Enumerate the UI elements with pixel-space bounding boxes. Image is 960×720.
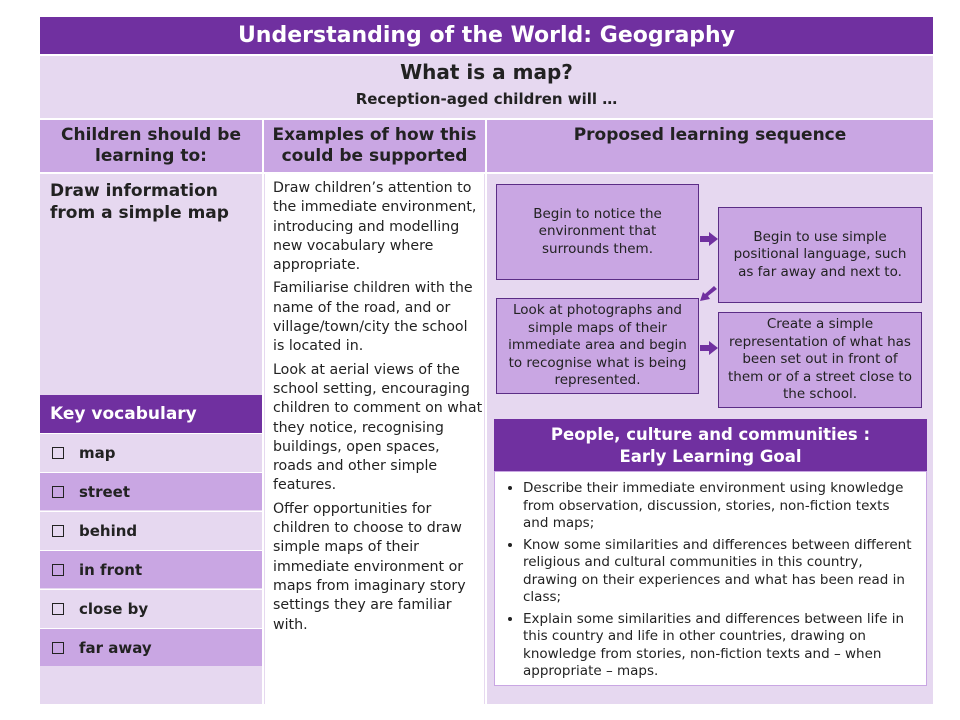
vocab-item: street (40, 472, 262, 510)
arrow-right-icon (699, 231, 719, 247)
elg-body (494, 471, 927, 686)
title-box (40, 56, 933, 118)
checkbox-icon (52, 447, 64, 459)
examples-text (273, 179, 483, 639)
checkbox-icon (52, 642, 64, 654)
vocab-item: in front (40, 550, 262, 588)
checkbox-icon (52, 564, 64, 576)
arrow-down-left-icon (699, 285, 719, 303)
vocab-item: far away (40, 628, 262, 666)
example-paragraph: Draw children’s attention to the immediate environment, introducing and modelling new vocabulary where appropriate. (273, 180, 477, 274)
header-sequence: Proposed learning sequence (487, 120, 933, 172)
sequence-step-1: Begin to notice the environment that surrounds them. (496, 184, 699, 280)
elg-bullet: • Know some similarities and differences between different religious and cultural communities in this country, drawing on their experiences and what has been read in class; (523, 537, 916, 607)
elg-heading: People, culture and communities : Early Learning Goal (494, 419, 927, 471)
checkbox-icon (52, 486, 64, 498)
vocab-item: close by (40, 589, 262, 627)
page-subtitle: Reception-aged children will … (355, 90, 618, 108)
vocab-item: behind (40, 511, 262, 549)
sequence-step-2: Begin to use simple positional language, such as far away and next to. (718, 207, 922, 303)
sequence-step-4: Create a simple representation of what has been set out in front of them or of a street close to the school. (718, 312, 922, 408)
page-title: What is a map? (400, 60, 573, 84)
elg-bullet: • Describe their immediate environment using knowledge from observation, discussion, stories, non-fiction texts and maps; (523, 480, 916, 533)
example-paragraph: Familiarise children with the name of the road, and or village/town/city the school is located in. (273, 280, 473, 355)
learning-goal: Draw information from a simple map (50, 181, 229, 223)
checkbox-icon (52, 603, 64, 615)
page-banner: Understanding of the World: Geography (40, 17, 933, 54)
example-paragraph: Offer opportunities for children to choose to draw simple maps of their immediate environment or maps from imaginary story settings they are familiar with. (273, 500, 466, 633)
checkbox-icon (52, 525, 64, 537)
header-examples: Examples of how this could be supported (264, 120, 485, 172)
header-learning: Children should be learning to: (40, 120, 262, 172)
key-vocabulary-heading: Key vocabulary (40, 395, 262, 433)
arrow-right-icon (699, 340, 719, 356)
sequence-step-3: Look at photographs and simple maps of their immediate area and begin to recognise what is being represented. (496, 298, 699, 394)
example-paragraph: Look at aerial views of the school setting, encouraging children to comment on what they notice, recognising buildings, open spaces, roads and other simple features. (273, 361, 483, 494)
elg-bullet: • Explain some similarities and differences between life in this country and life in other countries, drawing on knowledge from stories, non-fiction texts and – when appropriate – maps. (523, 611, 916, 681)
vocab-item: map (40, 433, 262, 471)
